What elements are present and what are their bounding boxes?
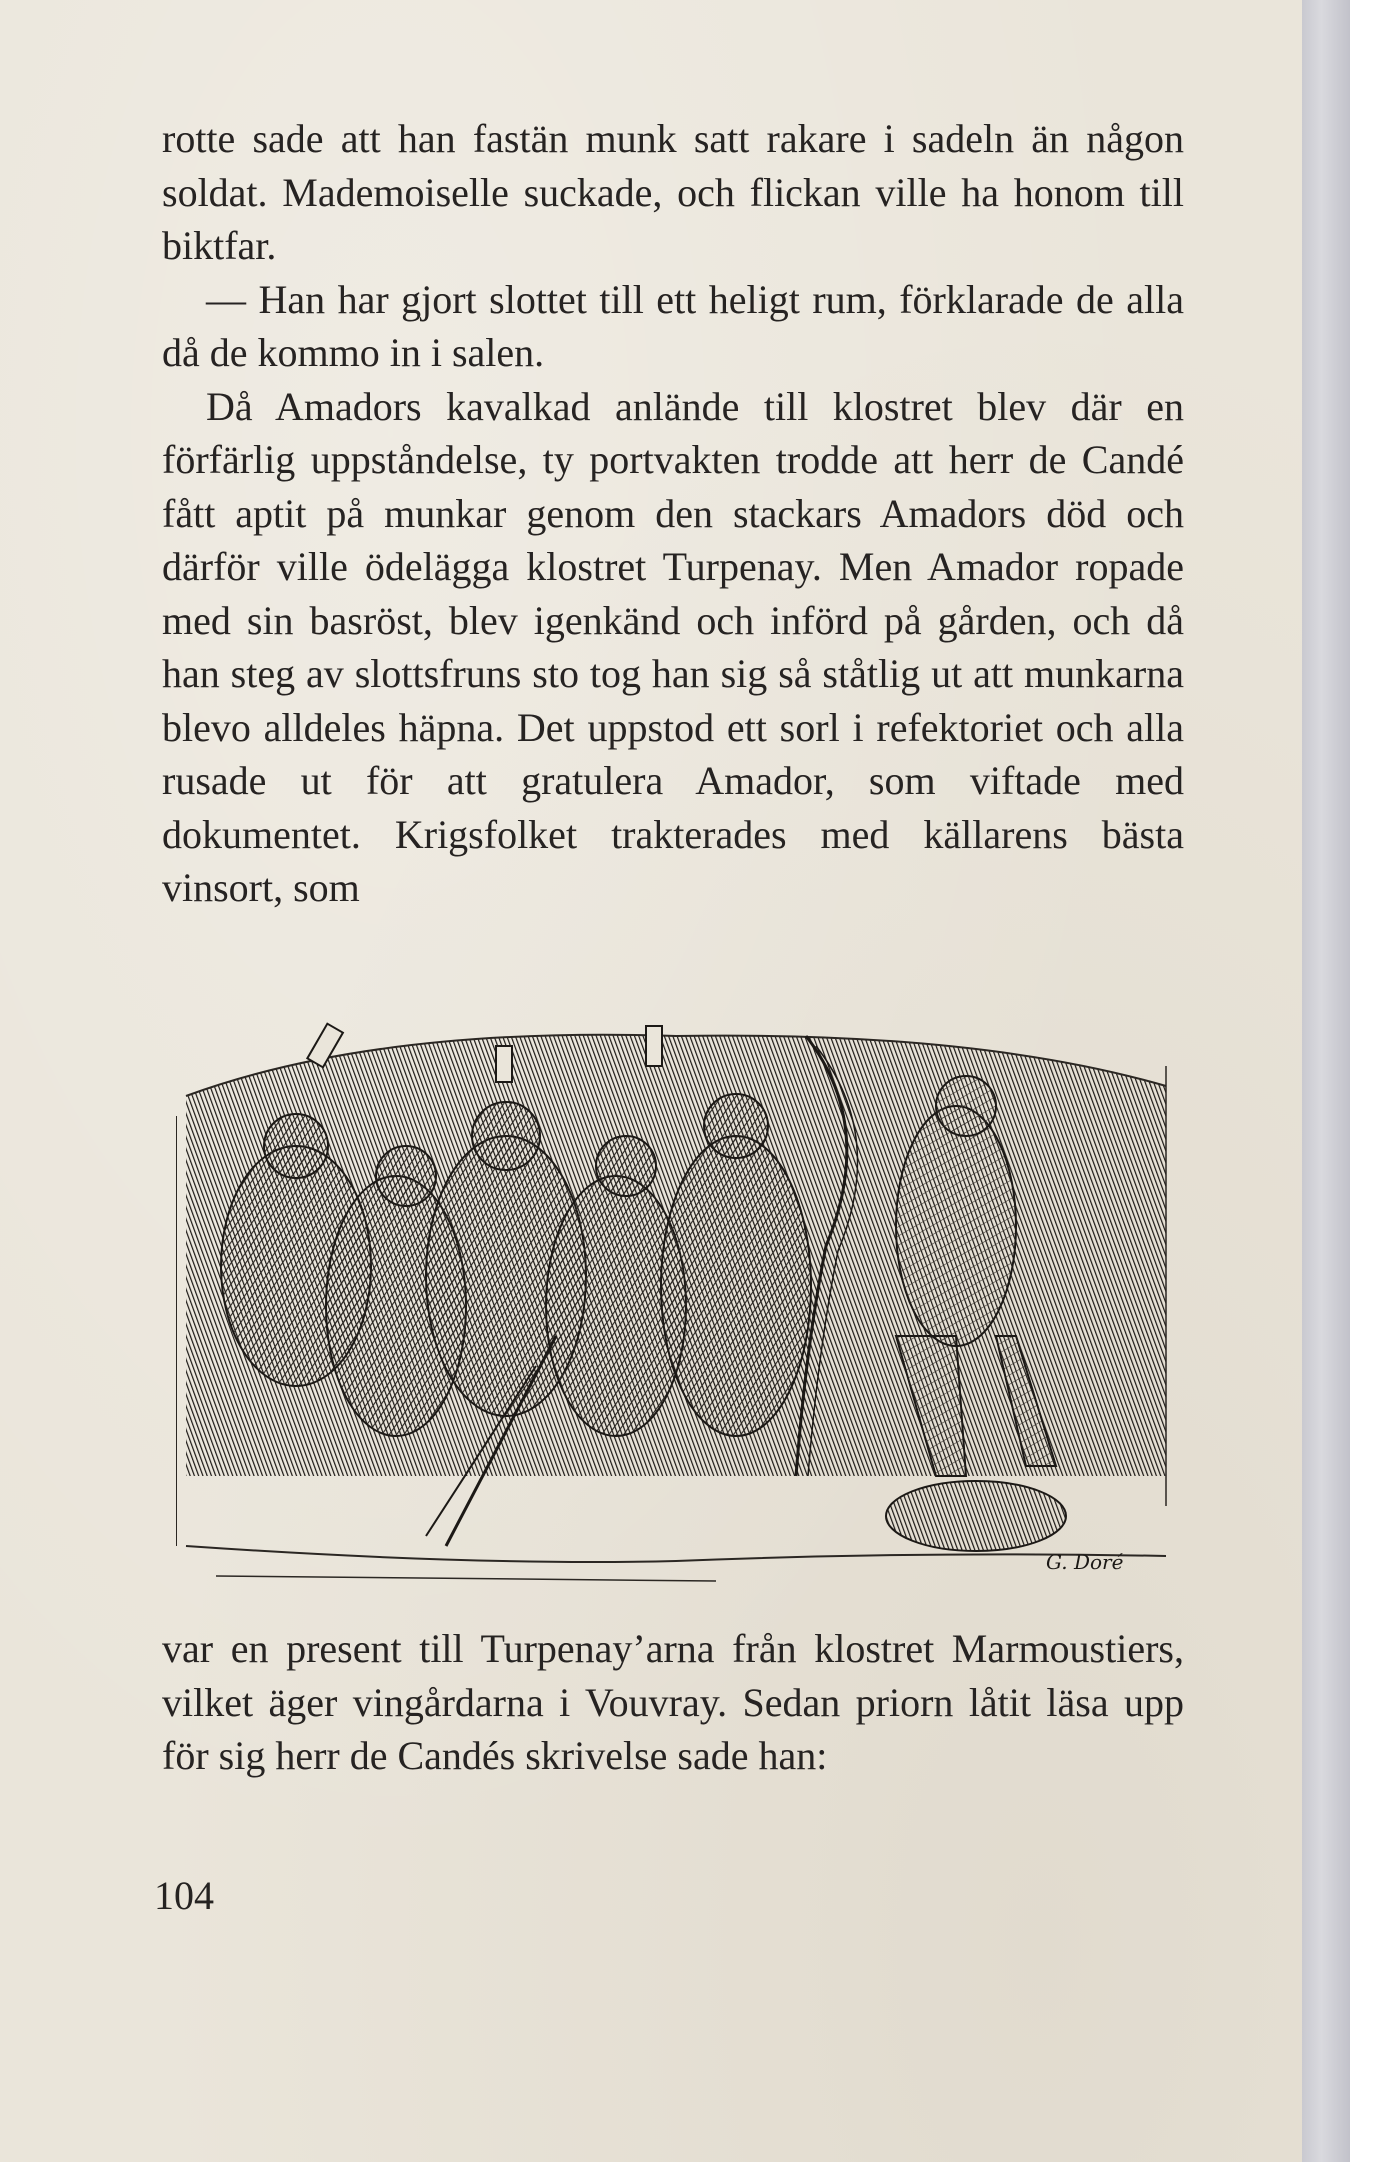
illustration-signature: G. Doré bbox=[1046, 1550, 1124, 1574]
crowd-figures bbox=[221, 1094, 811, 1436]
page-number: 104 bbox=[154, 1873, 214, 1918]
paragraph-3: Då Amadors kavalkad anlände till klostret blev där en förfärlig uppståndelse, ty portvakten trodde att herr de Candé fått aptit på munkar genom den stackars Amadors död och därför ville ödelägga klostret Turpenay. Men Amador ropade med sin basröst, blev igenkänd och införd på gården, och då han steg av slottsfruns sto tog han sig så ståtlig ut att munkarna blevo alldeles häpna. Det uppstod ett sorl i refektoriet och alla rusade ut för att gratulera Amador, som viftade med dokumentet. Krigsfolket trakterades med källarens bästa vinsort, som bbox=[162, 383, 1184, 910]
paragraph-2: — Han har gjort slottet till ett heligt rum, förklarade de alla då de kommo in i salen. bbox=[162, 276, 1184, 375]
page-edge bbox=[1302, 0, 1350, 2162]
paragraph-1: rotte sade att han fastän munk satt rakare i sadeln än någon soldat. Mademoiselle suckade, och flickan ville ha honom till biktfar. bbox=[162, 116, 1184, 268]
engraving-illustration bbox=[176, 1006, 1176, 1606]
paragraph-4: var en present till Turpenay’arna från klostret Marmoustiers, vilket äger vingårdarna i Vouvray. Sedan priorn låtit läsa upp för sig herr de Candés skrivelse sade han: bbox=[162, 1626, 1184, 1778]
upper-text-block bbox=[162, 112, 1184, 915]
lower-text-block bbox=[162, 1622, 1184, 1783]
